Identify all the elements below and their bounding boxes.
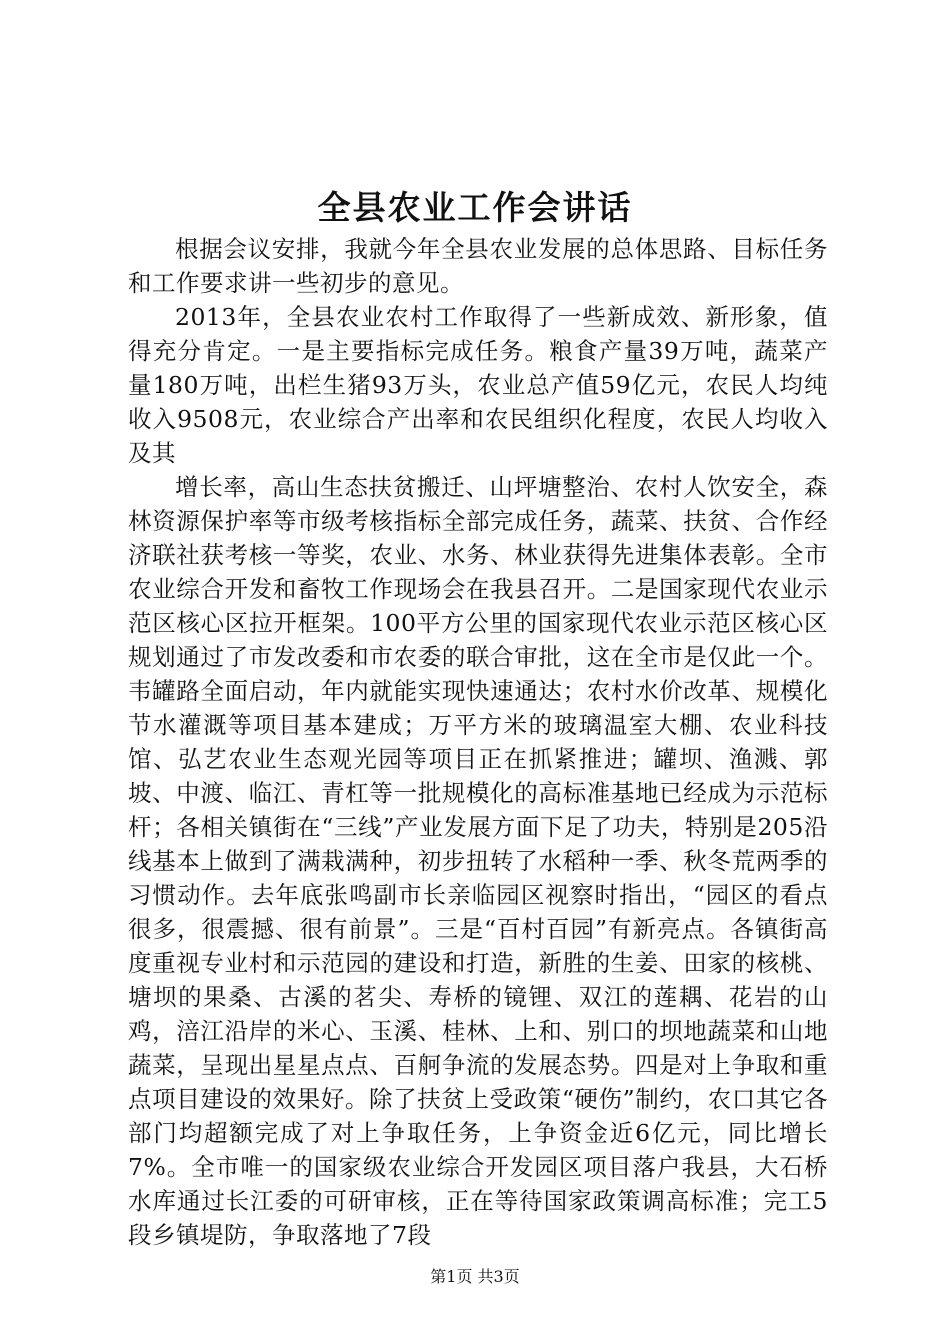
paragraph-intro: 根据会议安排，我就今年全县农业发展的总体思路、目标任务和工作要求讲一些初步的意见。 (128, 235, 828, 297)
paragraph-details: 增长率，高山生态扶贫搬迁、山坪塘整治、农村人饮安全，森林资源保护率等市级考核指标全部完成任务，蔬菜、扶贫、合作经济联社获考核一等奖，农业、水务、林业获得先进集体表彰。全市农业综合开发和畜牧工作现场会在我县召开。二是国家现代农业示范区核心区拉开框架。100平方公里的国家现代农业示范区核心区规划通过了市发改委和市农委的联合审批，这在全市是仅此一个。韦罐路全面启动，年内就能实现快速通达；农村水价改革、规模化节水灌溉等项目基本建成；万平方米的玻璃温室大棚、农业科技馆、弘艺农业生态观光园等项目正在抓紧推进；罐坝、渔溅、郭坡、中渡、临江、青杠等一批规模化的高标准基地已经成为示范标杆；各相关镇街在“三线”产业发展方面下足了功夫，特别是205沿线基本上做到了满栽满种，初步扭转了水稻种一季、秋冬荒两季的习惯动作。去年底张鸣副市长亲临园区视察时指出，“园区的看点很多，很震撼、很有前景”。三是“百村百园”有新亮点。各镇街高度重视专业村和示范园的建设和打造，新胜的生姜、田家的核桃、塘坝的果桑、古溪的茗尖、寿桥的镜锂、双江的莲耦、花岩的山鸡，涪江沿岸的米心、玉溪、桂林、上和、别口的坝地蔬菜和山地蔬菜，呈现出星星点点、百舸争流的发展态势。四是对上争取和重点项目建设的效果好。除了扶贫上受政策“硬伤”制约，农口其它各部门均超额完成了对上争取任务，上争资金近6亿元，同比增长7%。全市唯一的国家级农业综合开发园区项目落户我县，大石桥水库通过长江委的可研审核，正在等待国家政策调高标准；完工5段乡镇堤防，争取落地了7段 (128, 473, 828, 1249)
document-body (128, 232, 828, 1252)
document-title: 全县农业工作会讲话 (317, 188, 633, 227)
paragraph-achievements: 2013年，全县农业农村工作取得了一些新成效、新形象，值得充分肯定。一是主要指标完成任务。粮食产量39万吨，蔬菜产量180万吨，出栏生猪93万头，农业总产值59亿元，农民人均纯收入9508元，农业综合产出率和农民组织化程度，农民人均收入及其 (128, 303, 828, 467)
page-footer: 第1页 共3页 (430, 1267, 520, 1286)
